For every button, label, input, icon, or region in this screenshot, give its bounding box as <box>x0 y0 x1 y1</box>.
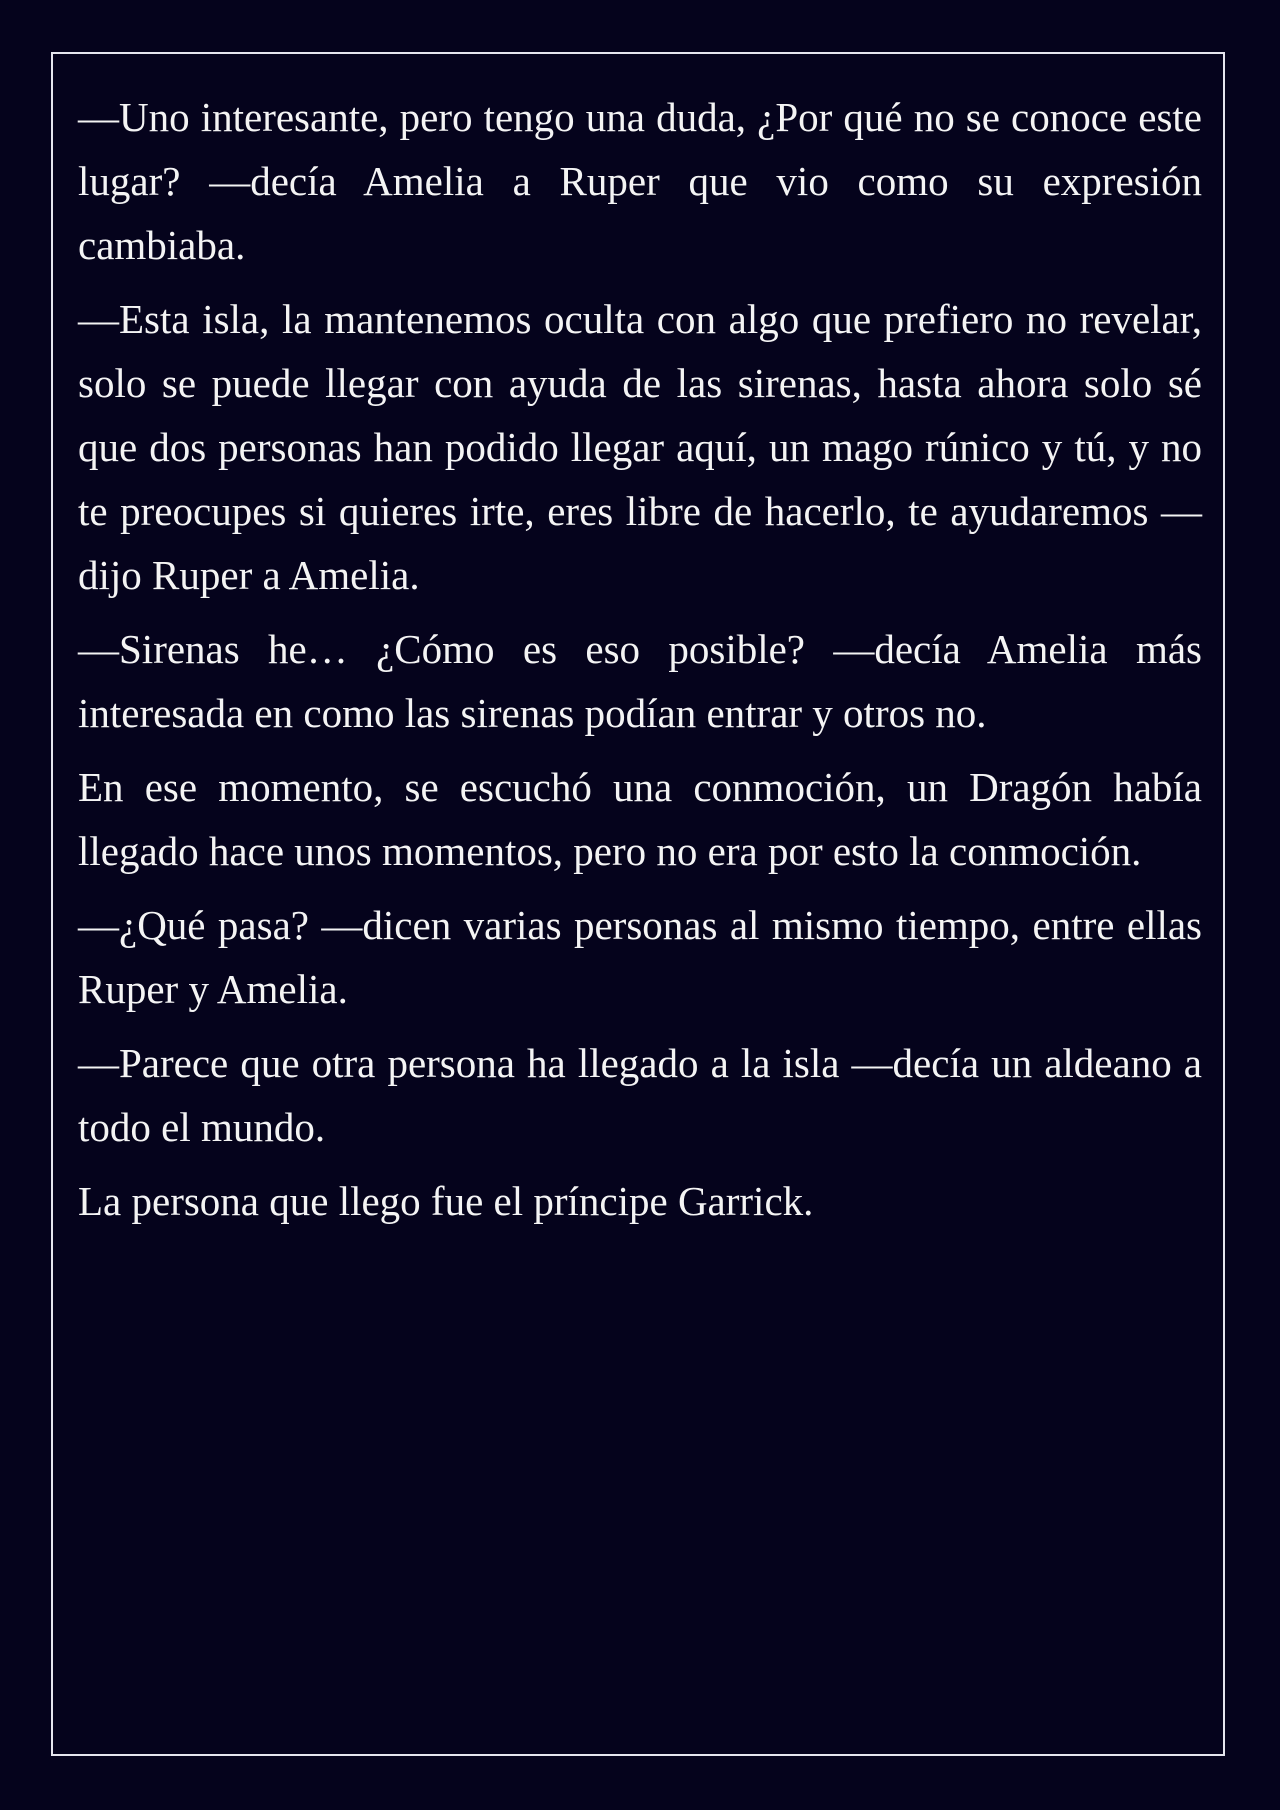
paragraph-1: —Uno interesante, pero tengo una duda, ¿Por qué no se conoce este lugar? —decía Amelia a Ruper que vio como su expresión cambiaba. <box>78 94 1202 268</box>
paragraph-4: En ese momento, se escuchó una conmoción, un Dragón había llegado hace unos momentos, pero no era por esto la conmoción. <box>78 764 1202 874</box>
paragraph-5: —¿Qué pasa? —dicen varias personas al mismo tiempo, entre ellas Ruper y Amelia. <box>78 902 1202 1012</box>
paragraph-7: La persona que llego fue el príncipe Garrick. <box>78 1178 814 1224</box>
paragraph-3: —Sirenas he… ¿Cómo es eso posible? —decía Amelia más interesada en como las sirenas podían entrar y otros no. <box>78 626 1202 736</box>
paragraph-2: —Esta isla, la mantenemos oculta con algo que prefiero no revelar, solo se puede llegar con ayuda de las sirenas, hasta ahora solo sé que dos personas han podido llegar aquí, un mago rúnico y tú, y no te preocupes si quieres irte, eres libre de hacerlo, te ayudaremos —dijo Ruper a Amelia. <box>78 296 1202 598</box>
story-text <box>78 85 1202 1243</box>
paragraph-6: —Parece que otra persona ha llegado a la isla —decía un aldeano a todo el mundo. <box>78 1040 1202 1150</box>
